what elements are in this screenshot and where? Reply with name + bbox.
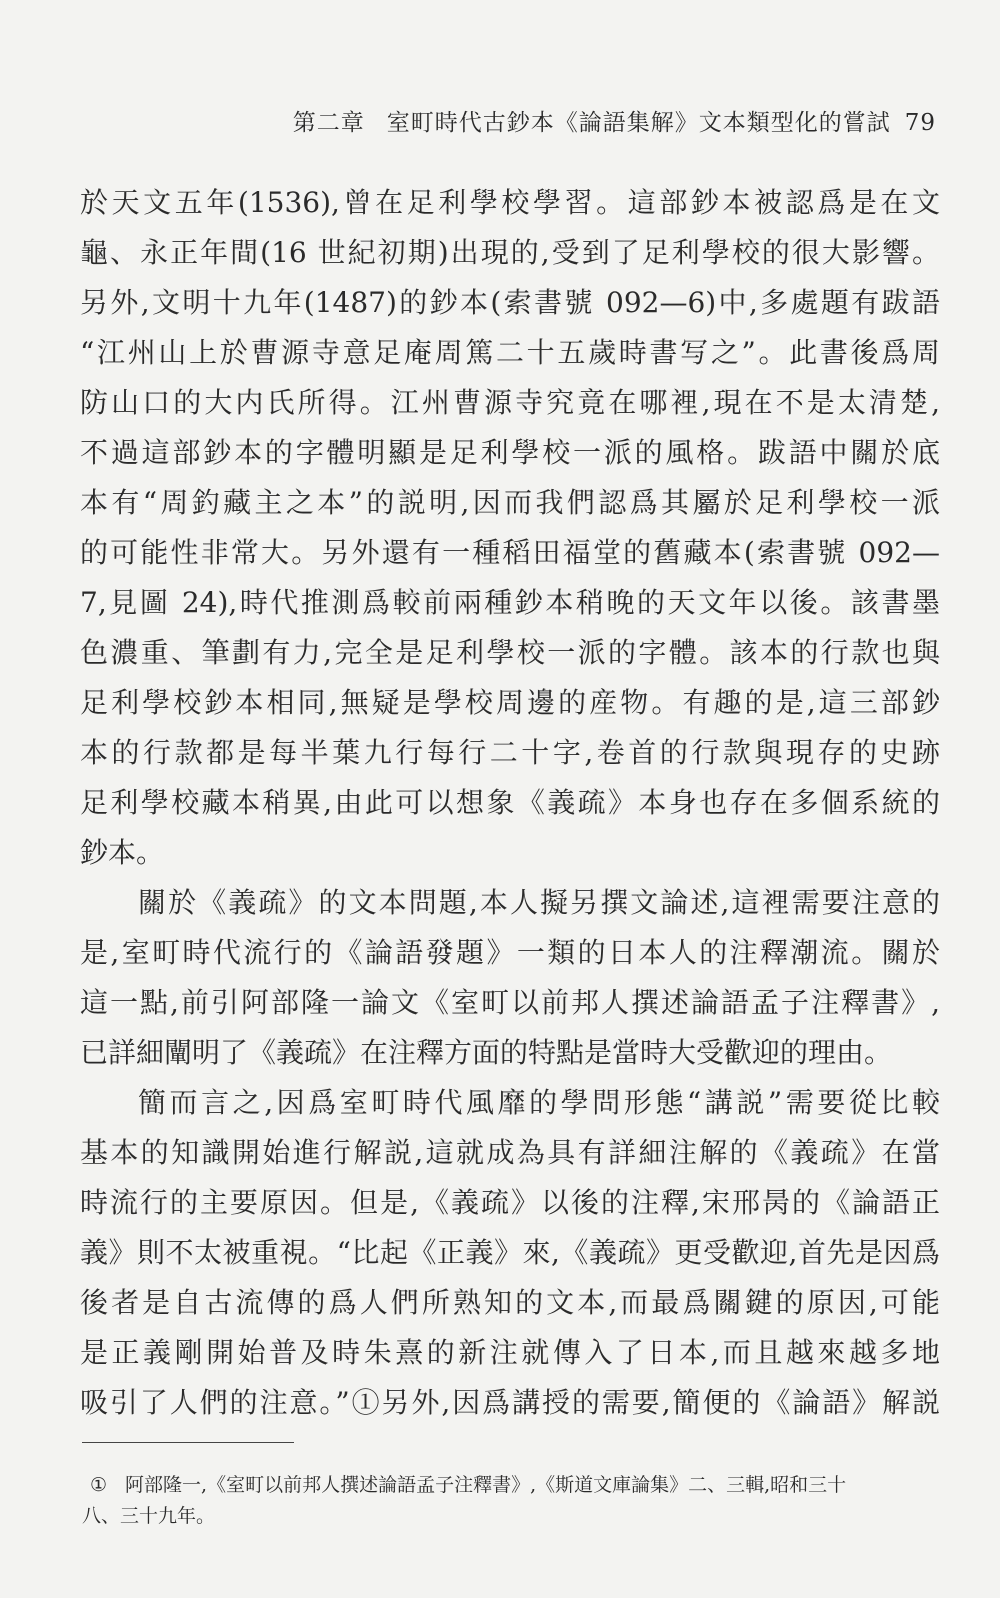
chapter-title: 室町時代古鈔本《論語集解》文本類型化的嘗試 — [386, 110, 891, 136]
text-line: 簡而言之,因爲室町時代風靡的學問形態“講説”需要從比較 — [138, 1086, 940, 1119]
text-line: 本的行款都是每半葉九行每行二十字,卷首的行款與現存的史跡 — [80, 736, 940, 769]
text-line: 龜、永正年間(16 世紀初期)出現的,受到了足利學校的很大影響。 — [80, 236, 940, 269]
text-line: 防山口的大内氏所得。江州曹源寺究竟在哪裡,現在不是太清楚, — [80, 386, 940, 419]
text-line: 鈔本。 — [80, 836, 165, 869]
text-line: 是正義剛開始普及時朱熹的新注就傳入了日本,而且越來越多地 — [80, 1336, 940, 1369]
text-line: 關於《義疏》的文本問題,本人擬另撰文論述,這裡需要注意的 — [138, 886, 940, 919]
text-line: 後者是自古流傳的爲人們所熟知的文本,而最爲關鍵的原因,可能 — [80, 1286, 940, 1319]
text-line: 不過這部鈔本的字體明顯是足利學校一派的風格。跋語中關於底 — [80, 436, 940, 469]
footnote-text: 八、三十九年。 — [82, 1505, 216, 1527]
text-line: 7,見圖 24),時代推測爲較前兩種鈔本稍晚的天文年以後。該書墨 — [80, 586, 940, 619]
text-line: 這一點,前引阿部隆一論文《室町以前邦人撰述論語孟子注釋書》, — [80, 986, 940, 1019]
text-line: 是,室町時代流行的《論語發題》一類的日本人的注釋潮流。關於 — [80, 936, 940, 969]
text-line: 義》則不太被重視。“比起《正義》來,《義疏》更受歡迎,首先是因爲 — [80, 1236, 940, 1269]
text-line: 基本的知識開始進行解説,這就成為具有詳細注解的《義疏》在當 — [80, 1136, 940, 1169]
footnote-marker: ① — [90, 1474, 108, 1496]
body-text — [80, 178, 940, 1428]
footnote-divider — [82, 1442, 294, 1443]
running-header — [293, 104, 936, 137]
text-line: “江州山上於曹源寺意足庵周篤二十五歲時書写之”。此書後爲周 — [80, 336, 940, 369]
text-line: 足利學校藏本稍異,由此可以想象《義疏》本身也存在多個系統的 — [80, 786, 940, 819]
text-line: 已詳細闡明了《義疏》在注釋方面的特點是當時大受歡迎的理由。 — [80, 1036, 893, 1069]
text-line: 的可能性非常大。另外還有一種稻田福堂的舊藏本(索書號 092— — [80, 536, 940, 569]
text-line: 另外,文明十九年(1487)的鈔本(索書號 092—6)中,多處題有跋語 — [80, 286, 940, 319]
footnote-text: 阿部隆一,《室町以前邦人撰述論語孟子注釋書》,《斯道文庫論集》二、三輯,昭和三十 — [125, 1474, 847, 1496]
text-line: 吸引了人們的注意。”①另外,因爲講授的需要,簡便的《論語》解説 — [80, 1386, 940, 1419]
text-line: 本有“周釣藏主之本”的説明,因而我們認爲其屬於足利學校一派 — [80, 486, 940, 519]
footnote — [82, 1470, 942, 1532]
text-line: 時流行的主要原因。但是,《義疏》以後的注釋,宋邢昺的《論語正 — [80, 1186, 940, 1219]
watermark-logo — [0, 900, 46, 1140]
text-line: 於天文五年(1536),曾在足利學校學習。這部鈔本被認爲是在文 — [80, 186, 940, 219]
text-line: 色濃重、筆劃有力,完全是足利學校一派的字體。該本的行款也與 — [80, 636, 940, 669]
chapter-label: 第二章 — [292, 110, 365, 136]
text-line: 足利學校鈔本相同,無疑是學校周邊的産物。有趣的是,這三部鈔 — [80, 686, 940, 719]
page-number: 79 — [904, 110, 936, 136]
